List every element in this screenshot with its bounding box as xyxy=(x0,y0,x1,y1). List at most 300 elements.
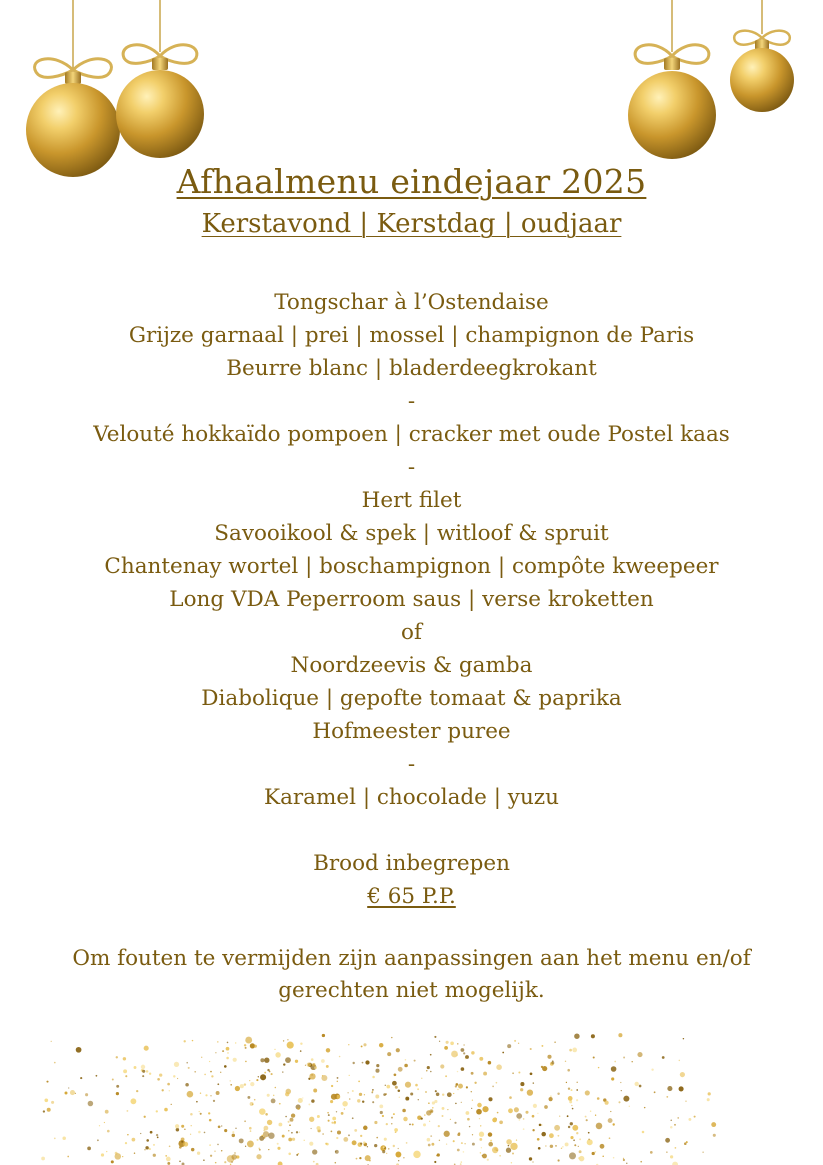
glitter-dot xyxy=(554,1125,560,1131)
glitter-dot xyxy=(650,1151,653,1154)
glitter-dot xyxy=(288,1121,290,1123)
glitter-dot xyxy=(106,1151,107,1152)
glitter-dot xyxy=(153,1154,156,1157)
glitter-dot xyxy=(330,1100,333,1103)
glitter-dot xyxy=(430,1135,432,1137)
glitter-dot xyxy=(406,1142,408,1144)
glitter-dot xyxy=(541,1132,546,1137)
glitter-dot xyxy=(357,1099,360,1102)
glitter-dot xyxy=(679,1086,684,1091)
glitter-dot xyxy=(372,1091,373,1092)
glitter-dot xyxy=(191,1125,192,1126)
glitter-dot xyxy=(46,1081,48,1083)
glitter-dot xyxy=(458,1132,460,1134)
glitter-dot xyxy=(527,1089,533,1095)
glitter-dot xyxy=(415,1084,418,1087)
glitter-dot xyxy=(441,1115,443,1117)
glitter-dot xyxy=(313,1161,315,1163)
glitter-dot xyxy=(327,1112,329,1114)
glitter-dot xyxy=(386,1085,390,1089)
glitter-dot xyxy=(372,1101,374,1103)
glitter-dot xyxy=(267,1094,270,1097)
glitter-dot xyxy=(348,1044,349,1045)
glitter-dot xyxy=(364,1094,365,1095)
glitter-dot xyxy=(431,1143,434,1146)
glitter-dot xyxy=(611,1066,617,1072)
glitter-dot xyxy=(644,1107,645,1108)
glitter-dot xyxy=(140,1133,141,1134)
glitter-dot xyxy=(244,1120,246,1122)
glitter-dot xyxy=(297,1107,299,1109)
glitter-dot xyxy=(496,1082,498,1084)
menu-line: Savooikool & spek | witloof & spruit xyxy=(214,521,609,546)
glitter-dot xyxy=(80,1077,82,1079)
glitter-dot xyxy=(116,1092,119,1095)
glitter-dot xyxy=(115,1153,122,1160)
glitter-dot xyxy=(173,1075,175,1077)
glitter-dot xyxy=(313,1089,317,1093)
glitter-dot xyxy=(550,1145,553,1148)
glitter-dot xyxy=(651,1069,653,1071)
glitter-dot xyxy=(157,1137,159,1139)
glitter-dot xyxy=(639,1085,642,1088)
glitter-dot xyxy=(279,1103,281,1105)
glitter-dot xyxy=(396,1048,400,1052)
glitter-dot xyxy=(621,1090,622,1091)
glitter-dot xyxy=(144,1149,145,1150)
glitter-dot xyxy=(190,1134,191,1135)
glitter-dot xyxy=(210,1071,212,1073)
glitter-dot xyxy=(480,1152,481,1153)
glitter-dot xyxy=(594,1151,596,1153)
glitter-dot xyxy=(440,1064,444,1068)
glitter-dot xyxy=(200,1113,202,1115)
glitter-dot xyxy=(508,1145,510,1147)
glitter-dot xyxy=(438,1125,440,1127)
glitter-dot xyxy=(194,1071,196,1073)
course-separator: - xyxy=(407,455,416,480)
glitter-dot xyxy=(204,1074,206,1076)
glitter-dot xyxy=(335,1150,339,1154)
glitter-dot xyxy=(684,1142,687,1145)
glitter-dot xyxy=(667,1086,672,1091)
glitter-dot xyxy=(156,1134,158,1136)
glitter-dot xyxy=(566,1082,567,1083)
glitter-dot xyxy=(635,1082,639,1086)
glitter-dot xyxy=(591,1034,595,1038)
glitter-dot xyxy=(282,1071,283,1072)
glitter-dot xyxy=(146,1070,149,1073)
glitter-dot xyxy=(555,1145,557,1147)
glitter-dot xyxy=(123,1069,127,1073)
glitter-dot xyxy=(273,1095,274,1096)
glitter-dot xyxy=(337,1077,339,1079)
glitter-dot xyxy=(571,1105,572,1106)
glitter-dot xyxy=(613,1157,615,1159)
glitter-dot xyxy=(541,1066,543,1068)
glitter-dot xyxy=(264,1058,269,1063)
glitter-dot xyxy=(333,1122,335,1124)
glitter-dot xyxy=(429,1121,430,1122)
glitter-dot xyxy=(614,1061,616,1063)
glitter-dot xyxy=(410,1092,413,1095)
glitter-dot xyxy=(450,1041,454,1045)
glitter-dot xyxy=(596,1123,603,1130)
glitter-dot xyxy=(224,1161,226,1163)
glitter-dot xyxy=(429,1109,433,1113)
glitter-dot xyxy=(268,1149,269,1150)
glitter-dot xyxy=(557,1092,559,1094)
glitter-dot xyxy=(296,1131,298,1133)
glitter-dot xyxy=(285,1057,291,1063)
glitter-dot xyxy=(70,1090,75,1095)
glitter-dot xyxy=(288,1153,291,1156)
glitter-dot xyxy=(125,1075,127,1077)
glitter-dot xyxy=(288,1130,289,1131)
glitter-dot xyxy=(234,1152,235,1153)
glitter-dot xyxy=(245,1146,246,1147)
glitter-dot xyxy=(134,1066,137,1069)
glitter-dot xyxy=(300,1042,302,1044)
glitter-dot xyxy=(283,1040,284,1041)
glitter-dot xyxy=(574,1033,579,1038)
glitter-dot xyxy=(156,1110,158,1112)
glitter-dot xyxy=(231,1154,237,1160)
glitter-dot xyxy=(283,1063,285,1065)
glitter-dot xyxy=(311,1128,312,1129)
glitter-dot xyxy=(258,1076,259,1077)
glitter-dot xyxy=(472,1100,473,1101)
glitter-dot xyxy=(426,1070,427,1071)
glitter-dot xyxy=(184,1040,186,1042)
glitter-dot xyxy=(435,1090,437,1092)
glitter-dot xyxy=(43,1110,45,1112)
glitter-dot xyxy=(461,1048,465,1052)
glitter-dot xyxy=(232,1131,234,1133)
glitter-dot xyxy=(623,1096,629,1102)
menu-line: Long VDA Peperroom saus | verse kroketten xyxy=(169,587,654,612)
glitter-dot xyxy=(67,1156,69,1158)
glitter-dot xyxy=(482,1155,483,1156)
glitter-dot xyxy=(382,1150,385,1153)
glitter-dot xyxy=(184,1129,185,1130)
glitter-dot xyxy=(104,1122,105,1123)
glitter-dot xyxy=(322,1034,325,1037)
glitter-dot xyxy=(436,1093,440,1097)
glitter-dot xyxy=(488,1132,492,1136)
glitter-dot xyxy=(359,1157,361,1159)
glitter-dot xyxy=(365,1060,369,1064)
glitter-dot xyxy=(298,1098,303,1103)
glitter-dot xyxy=(392,1081,397,1086)
glitter-dot xyxy=(360,1142,362,1144)
glitter-dot xyxy=(149,1072,151,1074)
glitter-dot xyxy=(263,1131,269,1137)
glitter-dot xyxy=(352,1090,354,1092)
glitter-dot xyxy=(235,1042,236,1043)
glitter-dot xyxy=(398,1089,401,1092)
glitter-dot xyxy=(265,1113,268,1116)
glitter-dot xyxy=(305,1065,306,1066)
glitter-dot xyxy=(407,1098,409,1100)
glitter-dot xyxy=(446,1143,447,1144)
glitter-dot xyxy=(442,1107,445,1110)
glitter-dot xyxy=(181,1141,183,1143)
glitter-dot xyxy=(383,1146,385,1148)
glitter-dot xyxy=(112,1079,114,1081)
glitter-dot xyxy=(292,1138,295,1141)
glitter-dot xyxy=(480,1125,481,1126)
glitter-dot xyxy=(142,1070,145,1073)
glitter-dot xyxy=(482,1106,488,1112)
glitter-dot xyxy=(567,1115,569,1117)
glitter-dot xyxy=(398,1160,399,1161)
glitter-dot xyxy=(232,1134,235,1137)
glitter-dot xyxy=(539,1124,542,1127)
glitter-dot xyxy=(250,1082,254,1086)
glitter-dot xyxy=(665,1138,670,1143)
glitter-dot xyxy=(51,1101,54,1104)
glitter-dot xyxy=(179,1146,182,1149)
glitter-dot xyxy=(674,1124,676,1126)
glitter-dot xyxy=(51,1041,52,1042)
glitter-dot xyxy=(295,1060,298,1063)
glitter-dot xyxy=(579,1138,581,1140)
glitter-dot xyxy=(372,1076,375,1079)
glitter-dot xyxy=(394,1128,398,1132)
glitter-dot xyxy=(245,1047,247,1049)
glitter-dot xyxy=(260,1074,266,1080)
glitter-dot xyxy=(164,1108,168,1112)
glitter-dot xyxy=(497,1112,499,1114)
glitter-dot xyxy=(125,1142,127,1144)
glitter-dot xyxy=(479,1132,484,1137)
glitter-dot xyxy=(568,1096,573,1101)
glitter-dot xyxy=(393,1145,395,1147)
glitter-dot xyxy=(488,1097,492,1101)
glitter-dot xyxy=(130,1098,136,1104)
glitter-dot xyxy=(289,1124,291,1126)
glitter-dot xyxy=(436,1155,438,1157)
glitter-dot xyxy=(47,1108,51,1112)
glitter-dot xyxy=(588,1139,590,1141)
glitter-dot xyxy=(461,1142,463,1144)
glitter-dot xyxy=(256,1154,261,1159)
glitter-dot xyxy=(215,1052,216,1053)
glitter-dot xyxy=(502,1052,504,1054)
glitter-dot xyxy=(533,1082,534,1083)
glitter-dot xyxy=(171,1104,172,1105)
glitter-dot xyxy=(512,1072,514,1074)
glitter-dot xyxy=(167,1162,170,1165)
glitter-dot xyxy=(611,1077,614,1080)
glitter-dot xyxy=(593,1056,595,1058)
glitter-dot xyxy=(516,1139,517,1140)
glitter-dot xyxy=(88,1101,94,1107)
glitter-dot xyxy=(642,1131,645,1134)
glitter-dot xyxy=(245,1061,247,1063)
glitter-dot xyxy=(398,1067,403,1072)
glitter-dot xyxy=(610,1111,611,1112)
glitter-dot xyxy=(304,1140,305,1141)
glitter-dot xyxy=(554,1041,556,1043)
glitter-dot xyxy=(451,1051,458,1058)
glitter-dot xyxy=(565,1061,566,1062)
disclaimer-line: Om fouten te vermijden zijn aanpassingen aan het menu en/of xyxy=(72,946,751,971)
glitter-dot xyxy=(226,1047,230,1051)
glitter-dot xyxy=(488,1142,493,1147)
glitter-dot xyxy=(196,1101,198,1103)
glitter-dot xyxy=(571,1089,573,1091)
glitter-dot xyxy=(227,1052,229,1054)
glitter-dot xyxy=(471,1051,474,1054)
glitter-dot xyxy=(450,1119,451,1120)
glitter-dot xyxy=(107,1130,110,1133)
glitter-dot xyxy=(609,1137,611,1139)
glitter-dot xyxy=(472,1134,473,1135)
glitter-dot xyxy=(126,1110,128,1112)
glitter-dot xyxy=(576,1082,577,1083)
glitter-dot xyxy=(469,1126,470,1127)
glitter-dot xyxy=(506,1148,511,1153)
glitter-dot xyxy=(403,1157,404,1158)
glitter-dot xyxy=(209,1061,210,1062)
menu-line: Velouté hokkaïdo pompoen | cracker met oude Postel kaas xyxy=(93,422,730,447)
glitter-dot xyxy=(105,1110,109,1114)
glitter-dot xyxy=(559,1116,560,1117)
glitter-dot xyxy=(708,1092,711,1095)
glitter-dot xyxy=(205,1094,207,1096)
glitter-dot xyxy=(558,1159,560,1161)
menu-title: Afhaalmenu eindejaar 2025 xyxy=(176,162,647,201)
glitter-dot xyxy=(490,1140,492,1142)
glitter-dot xyxy=(585,1116,587,1118)
glitter-dot xyxy=(541,1124,542,1125)
glitter-dot xyxy=(218,1125,221,1128)
glitter-dot xyxy=(44,1098,48,1102)
christmas-bauble-icon xyxy=(26,0,120,177)
glitter-dot xyxy=(336,1137,338,1139)
glitter-dot xyxy=(127,1134,128,1135)
menu-line: Karamel | chocolade | yuzu xyxy=(264,785,559,810)
glitter-dot xyxy=(629,1106,630,1107)
christmas-bauble-icon xyxy=(116,0,204,158)
glitter-dot xyxy=(576,1099,578,1101)
glitter-dot xyxy=(259,1149,261,1151)
glitter-dot xyxy=(277,1147,280,1150)
glitter-dot xyxy=(461,1161,462,1162)
glitter-dot xyxy=(299,1132,300,1133)
glitter-dot xyxy=(409,1123,411,1125)
glitter-dot xyxy=(181,1125,184,1128)
glitter-dot xyxy=(679,1060,681,1062)
glitter-dot xyxy=(457,1043,458,1044)
glitter-dot xyxy=(349,1098,351,1100)
glitter-dot xyxy=(314,1066,317,1069)
glitter-dot xyxy=(375,1069,379,1073)
glitter-dot xyxy=(259,1108,265,1114)
glitter-dot xyxy=(331,1094,337,1100)
glitter-dot xyxy=(141,1065,145,1069)
glitter-dot xyxy=(463,1151,465,1153)
glitter-dot xyxy=(453,1093,454,1094)
glitter-dot xyxy=(479,1118,480,1119)
glitter-dot xyxy=(363,1141,365,1143)
glitter-dot xyxy=(472,1143,475,1146)
glitter-dot xyxy=(466,1111,470,1115)
glitter-dot xyxy=(167,1083,170,1086)
glitter-dot xyxy=(525,1111,528,1114)
glitter-dot xyxy=(123,1057,126,1060)
spacer xyxy=(0,814,823,847)
glitter-dot xyxy=(671,1120,672,1121)
glitter-dot xyxy=(533,1104,537,1108)
glitter-dot xyxy=(309,1117,314,1122)
glitter-dot xyxy=(331,1131,333,1133)
glitter-dot xyxy=(405,1059,407,1061)
glitter-dot xyxy=(549,1097,553,1101)
glitter-dot xyxy=(309,1142,313,1146)
glitter-dot xyxy=(376,1064,379,1067)
glitter-dot xyxy=(144,1116,146,1118)
glitter-dot xyxy=(210,1095,211,1096)
glitter-dot xyxy=(311,1099,314,1102)
glitter-dot xyxy=(97,1139,99,1141)
glitter-dot xyxy=(374,1121,377,1124)
glitter-dot xyxy=(666,1151,667,1152)
glitter-dot xyxy=(339,1056,341,1058)
menu-line: Hofmeester puree xyxy=(312,719,511,744)
menu-document xyxy=(0,160,823,1007)
glitter-dot xyxy=(247,1140,254,1147)
glitter-dot xyxy=(512,1153,514,1155)
glitter-dot xyxy=(360,1135,362,1137)
glitter-dot xyxy=(217,1041,219,1043)
glitter-dot xyxy=(532,1161,533,1162)
glitter-dot xyxy=(326,1065,329,1068)
glitter-dot xyxy=(291,1132,293,1134)
glitter-dot xyxy=(201,1057,202,1058)
glitter-dot xyxy=(336,1111,337,1112)
glitter-dot xyxy=(474,1082,476,1084)
glitter-dot xyxy=(576,1089,578,1091)
glitter-dot xyxy=(343,1137,348,1142)
glitter-dot xyxy=(174,1062,179,1067)
glitter-dot xyxy=(213,1100,215,1102)
glitter-dot xyxy=(347,1092,348,1093)
glitter-dot xyxy=(570,1136,573,1139)
glitter-dot xyxy=(514,1107,519,1112)
glitter-dot xyxy=(412,1124,414,1126)
glitter-dot xyxy=(386,1123,388,1125)
glitter-dot xyxy=(249,1080,250,1081)
glitter-dot xyxy=(391,1117,393,1119)
menu-subtitle: Kerstavond | Kerstdag | oudjaar xyxy=(201,209,622,239)
glitter-dot xyxy=(211,1075,213,1077)
menu-line: Hert filet xyxy=(361,488,462,513)
glitter-dot xyxy=(337,1081,338,1082)
glitter-dot xyxy=(572,1048,577,1053)
menu-option-separator: of xyxy=(401,620,422,645)
glitter-dot xyxy=(208,1112,210,1114)
glitter-dot xyxy=(496,1064,502,1070)
glitter-dot xyxy=(523,1118,525,1120)
glitter-dot xyxy=(588,1132,590,1134)
glitter-dot xyxy=(637,1052,642,1057)
glitter-dot xyxy=(561,1148,562,1149)
glitter-dot xyxy=(54,1138,56,1140)
glitter-dot xyxy=(214,1151,215,1152)
